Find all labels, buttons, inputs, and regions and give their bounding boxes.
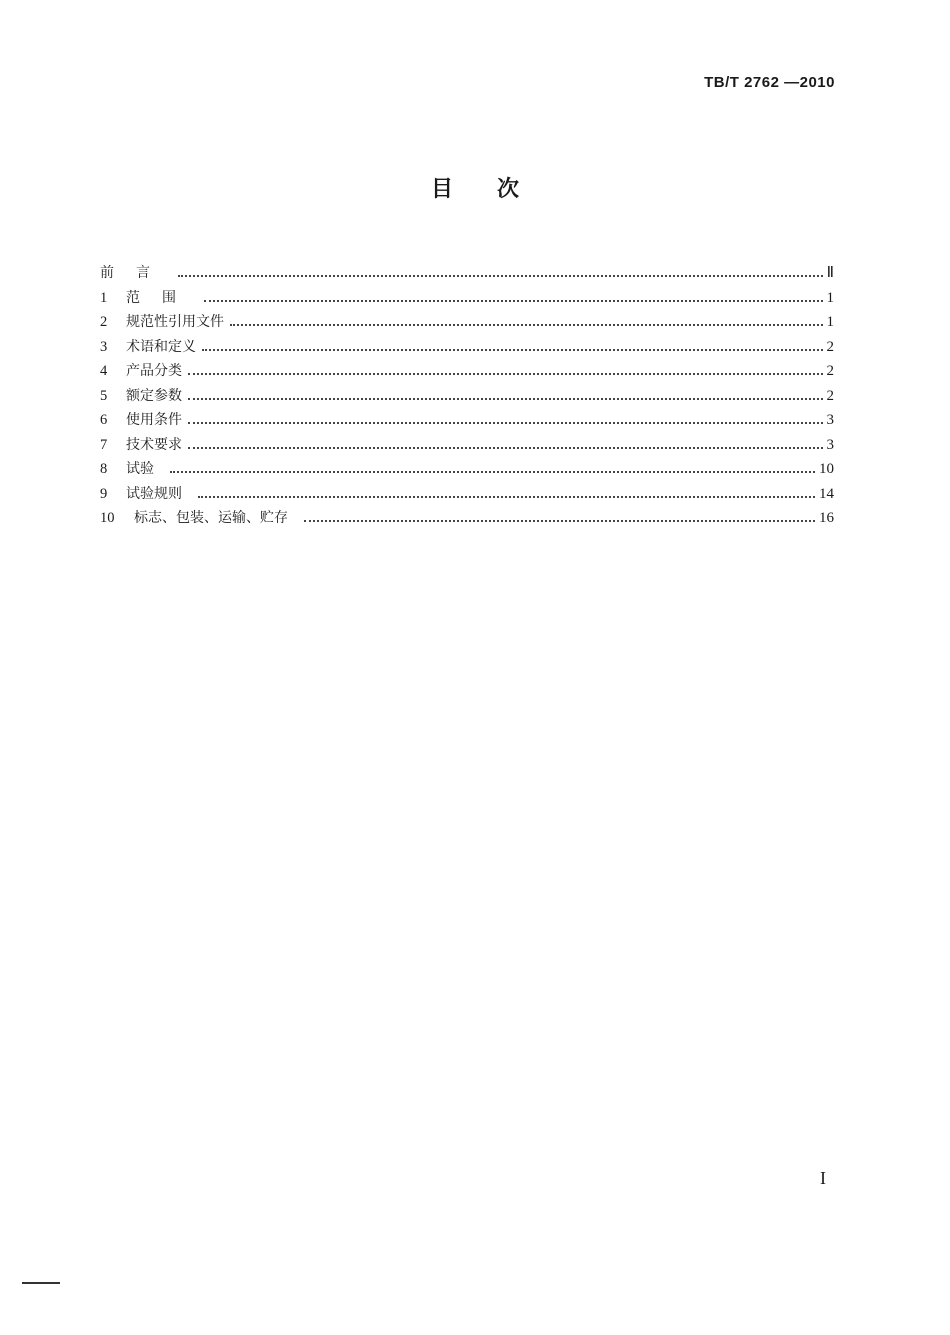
table-of-contents xyxy=(100,262,834,532)
toc-entry-number: 4 xyxy=(100,363,108,379)
toc-leader-dots xyxy=(230,324,823,326)
toc-leader-dots xyxy=(188,373,823,375)
toc-entry-1[interactable] xyxy=(100,287,834,312)
scan-artifact-line xyxy=(22,1282,60,1284)
toc-entry-6[interactable] xyxy=(100,409,834,434)
page-number: I xyxy=(820,1168,826,1188)
toc-entry-2[interactable] xyxy=(100,311,834,336)
toc-entry-label: 产品分类 xyxy=(126,363,182,379)
toc-entry-5[interactable] xyxy=(100,385,834,410)
toc-entry-label: 试验 xyxy=(126,461,154,477)
toc-entry-page: 16 xyxy=(819,510,834,526)
toc-entry-number: 3 xyxy=(100,338,108,355)
toc-entry-page: 14 xyxy=(819,485,834,502)
toc-entry-8[interactable] xyxy=(100,458,834,483)
toc-leader-dots xyxy=(178,275,823,277)
toc-leader-dots xyxy=(188,422,823,424)
toc-entry-number: 5 xyxy=(100,387,108,404)
toc-entry-page: 3 xyxy=(826,412,834,428)
toc-leader-dots xyxy=(188,447,823,449)
toc-entry-3[interactable] xyxy=(100,336,834,361)
standard-code: TB/T 2762 —2010 xyxy=(704,74,835,91)
toc-entry-label: 范围 xyxy=(126,289,198,306)
toc-leader-dots xyxy=(170,471,815,473)
toc-entry-page: 1 xyxy=(826,289,834,306)
toc-entry-number: 1 xyxy=(100,289,108,306)
toc-entry-9[interactable] xyxy=(100,483,834,508)
toc-entry-label: 规范性引用文件 xyxy=(126,314,224,330)
toc-leader-dots xyxy=(202,349,823,351)
toc-entry-number: 10 xyxy=(100,510,115,526)
toc-entry-4[interactable] xyxy=(100,360,834,385)
toc-entry-number: 2 xyxy=(100,314,108,330)
toc-entry-7[interactable] xyxy=(100,434,834,459)
toc-entry-label: 标志、包装、运输、贮存 xyxy=(134,510,288,526)
toc-entry-foreword[interactable] xyxy=(100,262,834,287)
toc-leader-dots xyxy=(204,300,823,302)
toc-entry-page: 1 xyxy=(826,314,834,330)
toc-leader-dots xyxy=(188,398,823,400)
toc-entry-label: 前言 xyxy=(100,265,172,281)
toc-entry-number: 7 xyxy=(100,436,108,453)
toc-entry-label: 使用条件 xyxy=(126,412,182,428)
toc-entry-number: 9 xyxy=(100,485,108,502)
page-title: 目次 xyxy=(430,177,563,202)
toc-entry-number: 8 xyxy=(100,461,108,477)
toc-entry-label: 试验规则 xyxy=(126,485,182,502)
toc-leader-dots xyxy=(304,520,815,522)
toc-entry-page: 10 xyxy=(819,461,834,477)
toc-entry-page: 2 xyxy=(826,387,834,404)
toc-entry-label: 术语和定义 xyxy=(126,338,196,355)
toc-entry-10[interactable] xyxy=(100,507,834,532)
toc-entry-page: Ⅱ xyxy=(826,265,834,281)
toc-entry-page: 2 xyxy=(826,363,834,379)
toc-entry-page: 3 xyxy=(826,436,834,453)
toc-entry-number: 6 xyxy=(100,412,108,428)
toc-leader-dots xyxy=(198,496,815,498)
toc-entry-label: 技术要求 xyxy=(126,436,182,453)
toc-entry-label: 额定参数 xyxy=(126,387,182,404)
toc-entry-page: 2 xyxy=(826,338,834,355)
